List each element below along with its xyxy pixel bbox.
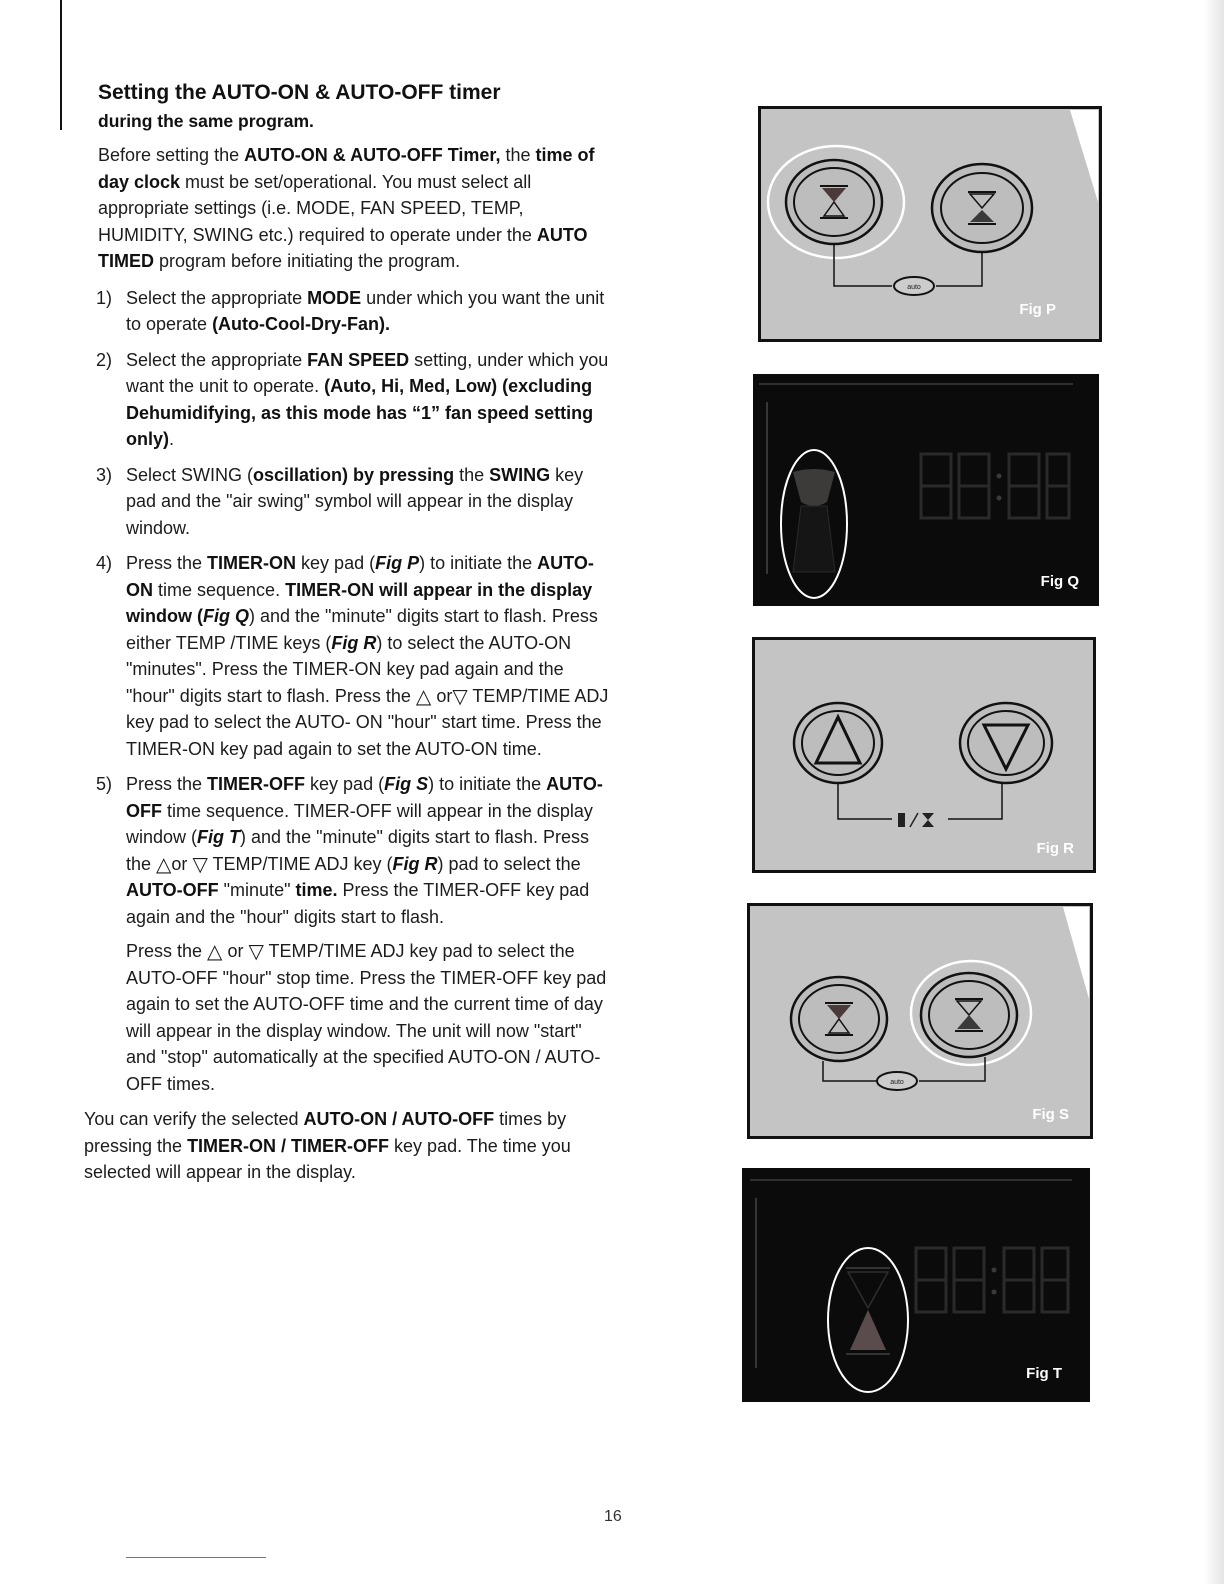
- section-title: Setting the AUTO-ON & AUTO-OFF timer: [98, 81, 501, 104]
- footer-rule: [126, 1557, 266, 1558]
- page-number: 16: [604, 1508, 622, 1525]
- down-arrow-key-icon: [960, 703, 1052, 783]
- section-subtitle: during the same program.: [98, 111, 314, 131]
- figure-t: [742, 1168, 1090, 1402]
- clock-digits-value: 88:88: [992, 1298, 995, 1299]
- figure-p-label: Fig P: [1019, 301, 1056, 318]
- binding-line: [60, 0, 62, 130]
- timer-off-key-icon: [932, 164, 1032, 252]
- down-triangle-icon: ▽: [248, 941, 264, 963]
- step-4: 4) Press the TIMER-ON key pad (Fig P) to initiate the AUTO-ON time sequence. TIMER-ON will appear in the display window (Fig Q) and the "minute" digits start to flash. Press either TEMP /TIME keys (Fig R) to select the AUTO-ON "minutes". Press the TIMER-ON key pad again and the "hour" digits start to flash. Press the △ or▽ TEMP/TIME ADJ key pad to select the AUTO- ON "hour" start time. Press the TIMER-ON key pad again to set the AUTO-ON time.: [84, 550, 614, 762]
- step-number: 4): [96, 553, 113, 573]
- figure-q: [753, 374, 1099, 606]
- figure-r-label: Fig R: [1036, 840, 1074, 857]
- figure-p: [758, 106, 1102, 342]
- timer-off-key-icon: [921, 973, 1017, 1057]
- timer-on-key-icon: [791, 977, 887, 1061]
- intro-paragraph: Before setting the AUTO-ON & AUTO-OFF Timer, the time of day clock must be set/operational. You must select all appropriate settings (i.e. MODE, FAN SPEED, TEMP, HUMIDITY, SWING etc.) required to operate under the AUTO TIMED program before initiating the program.: [98, 145, 595, 271]
- up-arrow-key-icon: [794, 703, 882, 783]
- steps-list: [84, 285, 614, 1098]
- step-2: 2) Select the appropriate FAN SPEED setting, under which you want the unit to operate. (Auto, Hi, Med, Low) (excluding Dehumidifying, as this mode has “1” fan speed setting only).: [84, 347, 614, 453]
- auto-key-label: auto: [907, 284, 921, 291]
- up-triangle-icon: △: [415, 685, 432, 708]
- page-edge-shadow: [1204, 0, 1224, 1584]
- timer-on-symbol-icon: [793, 469, 835, 572]
- step-5: 5) Press the TIMER-OFF key pad (Fig S) to initiate the AUTO-OFF time sequence. TIMER-OFF will appear in the display window (Fig T) and the "minute" digits start to flash. Press the △or ▽ TEMP/TIME ADJ key (Fig R) pad to select the AUTO-OFF "minute" time. Press the TIMER-OFF key pad again and the "hour" digits start to flash. Press the △ or ▽ TEMP/TIME ADJ key pad to select the AUTO-OFF "hour" stop time. Press the TIMER-OFF key pad again to set the AUTO-OFF time and the current time of day will appear in the display window. The unit will now "start" and "stop" automatically at the specified AUTO-ON / AUTO-OFF times.: [84, 771, 614, 1097]
- step-1: 1) Select the appropriate MODE under which you want the unit to operate (Auto-Cool-Dry-Fan).: [84, 285, 614, 338]
- step-number: 3): [96, 464, 113, 485]
- down-triangle-icon: ▽: [452, 685, 468, 708]
- instructions-column: [84, 78, 614, 1186]
- up-triangle-icon: △: [156, 853, 172, 876]
- up-triangle-icon: △: [207, 941, 223, 963]
- figure-t-label: Fig T: [1026, 1365, 1062, 1382]
- figure-q-label: Fig Q: [1040, 573, 1079, 590]
- auto-key-label: auto: [890, 1079, 904, 1086]
- down-triangle-icon: ▽: [192, 853, 208, 876]
- timer-on-key-icon: [786, 160, 882, 244]
- clock-digits-value: 88:88: [995, 502, 998, 503]
- figure-r: [752, 637, 1096, 873]
- step-3: 3) Select SWING (oscillation) by pressing the SWING key pad and the "air swing" symbol will appear in the display window.: [84, 462, 614, 542]
- step-number: 5): [96, 774, 113, 794]
- step-number: 2): [96, 349, 113, 370]
- figure-s: [747, 903, 1093, 1139]
- figure-s-label: Fig S: [1032, 1106, 1069, 1123]
- step-number: 1): [96, 287, 113, 308]
- outro-paragraph: You can verify the selected AUTO-ON / AUTO-OFF times by pressing the TIMER-ON / TIMER-OFF key pad. The time you selected will appear in the display.: [84, 1109, 571, 1182]
